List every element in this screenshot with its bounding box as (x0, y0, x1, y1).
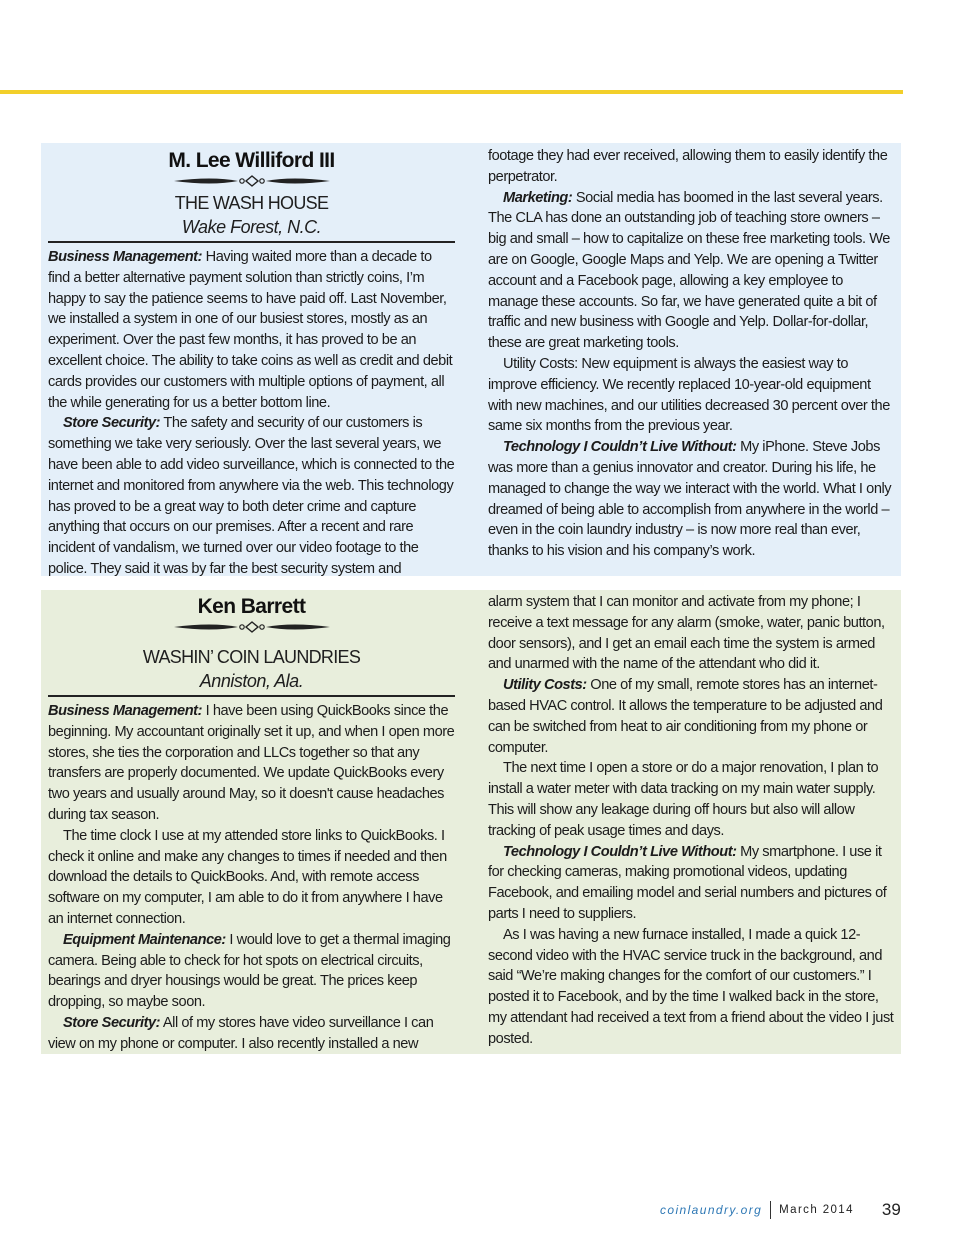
paragraph (48, 701, 455, 826)
business-name: THE WASH HOUSE (174, 193, 329, 213)
paragraph-text: Having waited more than a decade to find a better alternative payment solution than strictly coins, I’m happy to say the patience seems to have paid off. Last November, we installed a system in one of our busiest stores, mostly as an experiment. Over the past few months, it has proved to be an excellent choice. The ability to take coins as well as credit and debit cards provides our customers with multiple options of payment, all the while generating for us a better bottom line. (48, 249, 453, 411)
divider (48, 695, 455, 697)
divider (48, 241, 455, 243)
section-heading: Business Management: (48, 249, 203, 265)
section-heading: Business Management: (48, 703, 203, 719)
paragraph (488, 592, 895, 675)
paragraph (48, 930, 455, 1013)
paragraph-text: Social media has boomed in the last several years. The CLA has done an outstanding job of teaching store owners – big and small – how to capitalize on these free marketing tools. We are on Google, Google Maps and Yelp. We are opening a Twitter account and a Facebook page, allowing a key employee to manage these accounts. So far, we have generated quite a bit of traffic and new business with Google and Yelp. Dollar-for-dollar, these are great marketing tools. (488, 189, 890, 352)
section-heading: Marketing: (503, 189, 573, 206)
footer-issue-date: March 2014 (779, 1204, 854, 1216)
paragraph-text: One of my small, remote stores has an internet-based HVAC control. It allows the temperature to be adjusted and can be switched from heat to air conditioning from my phone or computer. (488, 677, 883, 756)
paragraph (48, 247, 455, 413)
page-footer (660, 1198, 901, 1222)
profile-box-barrett (41, 590, 901, 1054)
paragraph-text: The safety and security of our customers is something we take very seriously. Over the last several years, we have been able to add video surveillance, which is connected to the internet and monitored from anywhere via the web. This technology has proved to be a great way to both deter crime and capture anything that occurs on our premises. After a recent and rare incident of vandalism, we turned over our video footage to the police. They said it was by far the best security system and (48, 415, 455, 577)
paragraph (48, 1013, 455, 1055)
paragraph (488, 354, 895, 437)
section-heading: Technology I Couldn’t Live Without: (503, 439, 737, 456)
footer-separator (770, 1201, 771, 1219)
paragraph-text: All of my stores have video surveillance I can view on my phone or computer. I also recently installed a new (48, 1014, 434, 1052)
profile-name: M. Lee Williford III (168, 149, 335, 172)
paragraph-text: I have been using QuickBooks since the beginning. My accountant originally set it up, and when I open more stores, she ties the corporation and LLCs together so that any transfers are properly documented. We update QuickBooks every two years and usually around May, so it doesn't cause headaches during tax season. (48, 703, 455, 823)
paragraph (488, 437, 895, 562)
flourish-ornament-icon (172, 621, 332, 633)
profile-name: Ken Barrett (197, 595, 306, 618)
business-location: Anniston, Ala. (199, 671, 304, 691)
top-accent-rule (0, 90, 903, 94)
paragraph (48, 826, 455, 930)
paragraph-text: My iPhone. Steve Jobs was more than a genius innovator and creator. During his life, he managed to change the way we interact with the world. What I only dreamed of being able to accomplish from anywhere in the world – even in the coin laundry industry – is now more real than ever, thanks to his vision and his company’s work. (488, 439, 892, 560)
paragraph (488, 758, 895, 841)
paragraph-text: As I was having a new furnace installed, I made a quick 12-second video with the HVAC service truck in the background, and said “We’re making changes for the comfort of our customers.” I posted it to Facebook, and by the time I walked back in the store, my attendant had received a text from a friend about the video I just posted. (488, 926, 894, 1047)
paragraph-text: Utility Costs: New equipment is always the easiest way to improve efficiency. We recently replaced 10-year-old equipment with new machines, and our utilities decreased 30 percent over the same six months from the previous year. (488, 355, 890, 435)
profile-right-column (488, 146, 895, 562)
section-heading: Technology I Couldn’t Live Without: (503, 843, 737, 860)
profile-box-williford (41, 143, 901, 576)
flourish-ornament-icon (172, 175, 332, 187)
paragraph (488, 146, 895, 188)
page-number: 39 (881, 1200, 901, 1219)
section-heading: Utility Costs: (503, 677, 587, 694)
paragraph-text: I would love to get a thermal imaging camera. Being able to check for hot spots on electrical circuits, bearings and dryer housings would be great. The prices keep dropping, so maybe soon. (48, 931, 451, 1011)
profile-right-column (488, 592, 895, 1050)
footer-site-link[interactable]: coinlaundry.org (660, 1203, 763, 1217)
paragraph (488, 925, 895, 1050)
paragraph-text: footage they had ever received, allowing them to easily identify the perpetrator. (488, 148, 888, 185)
section-heading: Equipment Maintenance: (63, 931, 226, 948)
paragraph (488, 188, 895, 354)
paragraph-text: My smartphone. I use it for checking cameras, making promotional videos, updating Facebook, and emailing model and serial numbers and pictures of parts I need to suppliers. (488, 843, 887, 922)
paragraph (48, 413, 455, 579)
paragraph (488, 675, 895, 758)
section-heading: Store Security: (63, 1014, 161, 1031)
profile-left-column (48, 147, 455, 580)
paragraph (488, 842, 895, 925)
paragraph-text: The time clock I use at my attended store links to QuickBooks. I check it online and make any changes to times if needed and then download the details to QuickBooks. And, with remote access software on my computer, I am able to do it from anywhere I have an internet connection. (48, 827, 447, 927)
business-name: WASHIN’ COIN LAUNDRIES (142, 647, 361, 667)
section-heading: Store Security: (63, 415, 161, 432)
profile-left-column (48, 593, 455, 1055)
business-location: Wake Forest, N.C. (181, 217, 322, 237)
paragraph-text: The next time I open a store or do a major renovation, I plan to install a water meter with data tracking on my main water supply. This will show any leakage during off hours but also will allow tracking of peak usage times and days. (488, 760, 879, 839)
paragraph-text: alarm system that I can monitor and activate from my phone; I receive a text message for any alarm (smoke, water, panic button, door sensors), and I get an email each time the system is armed and unarmed with the name of the attendant who did it. (488, 594, 885, 673)
